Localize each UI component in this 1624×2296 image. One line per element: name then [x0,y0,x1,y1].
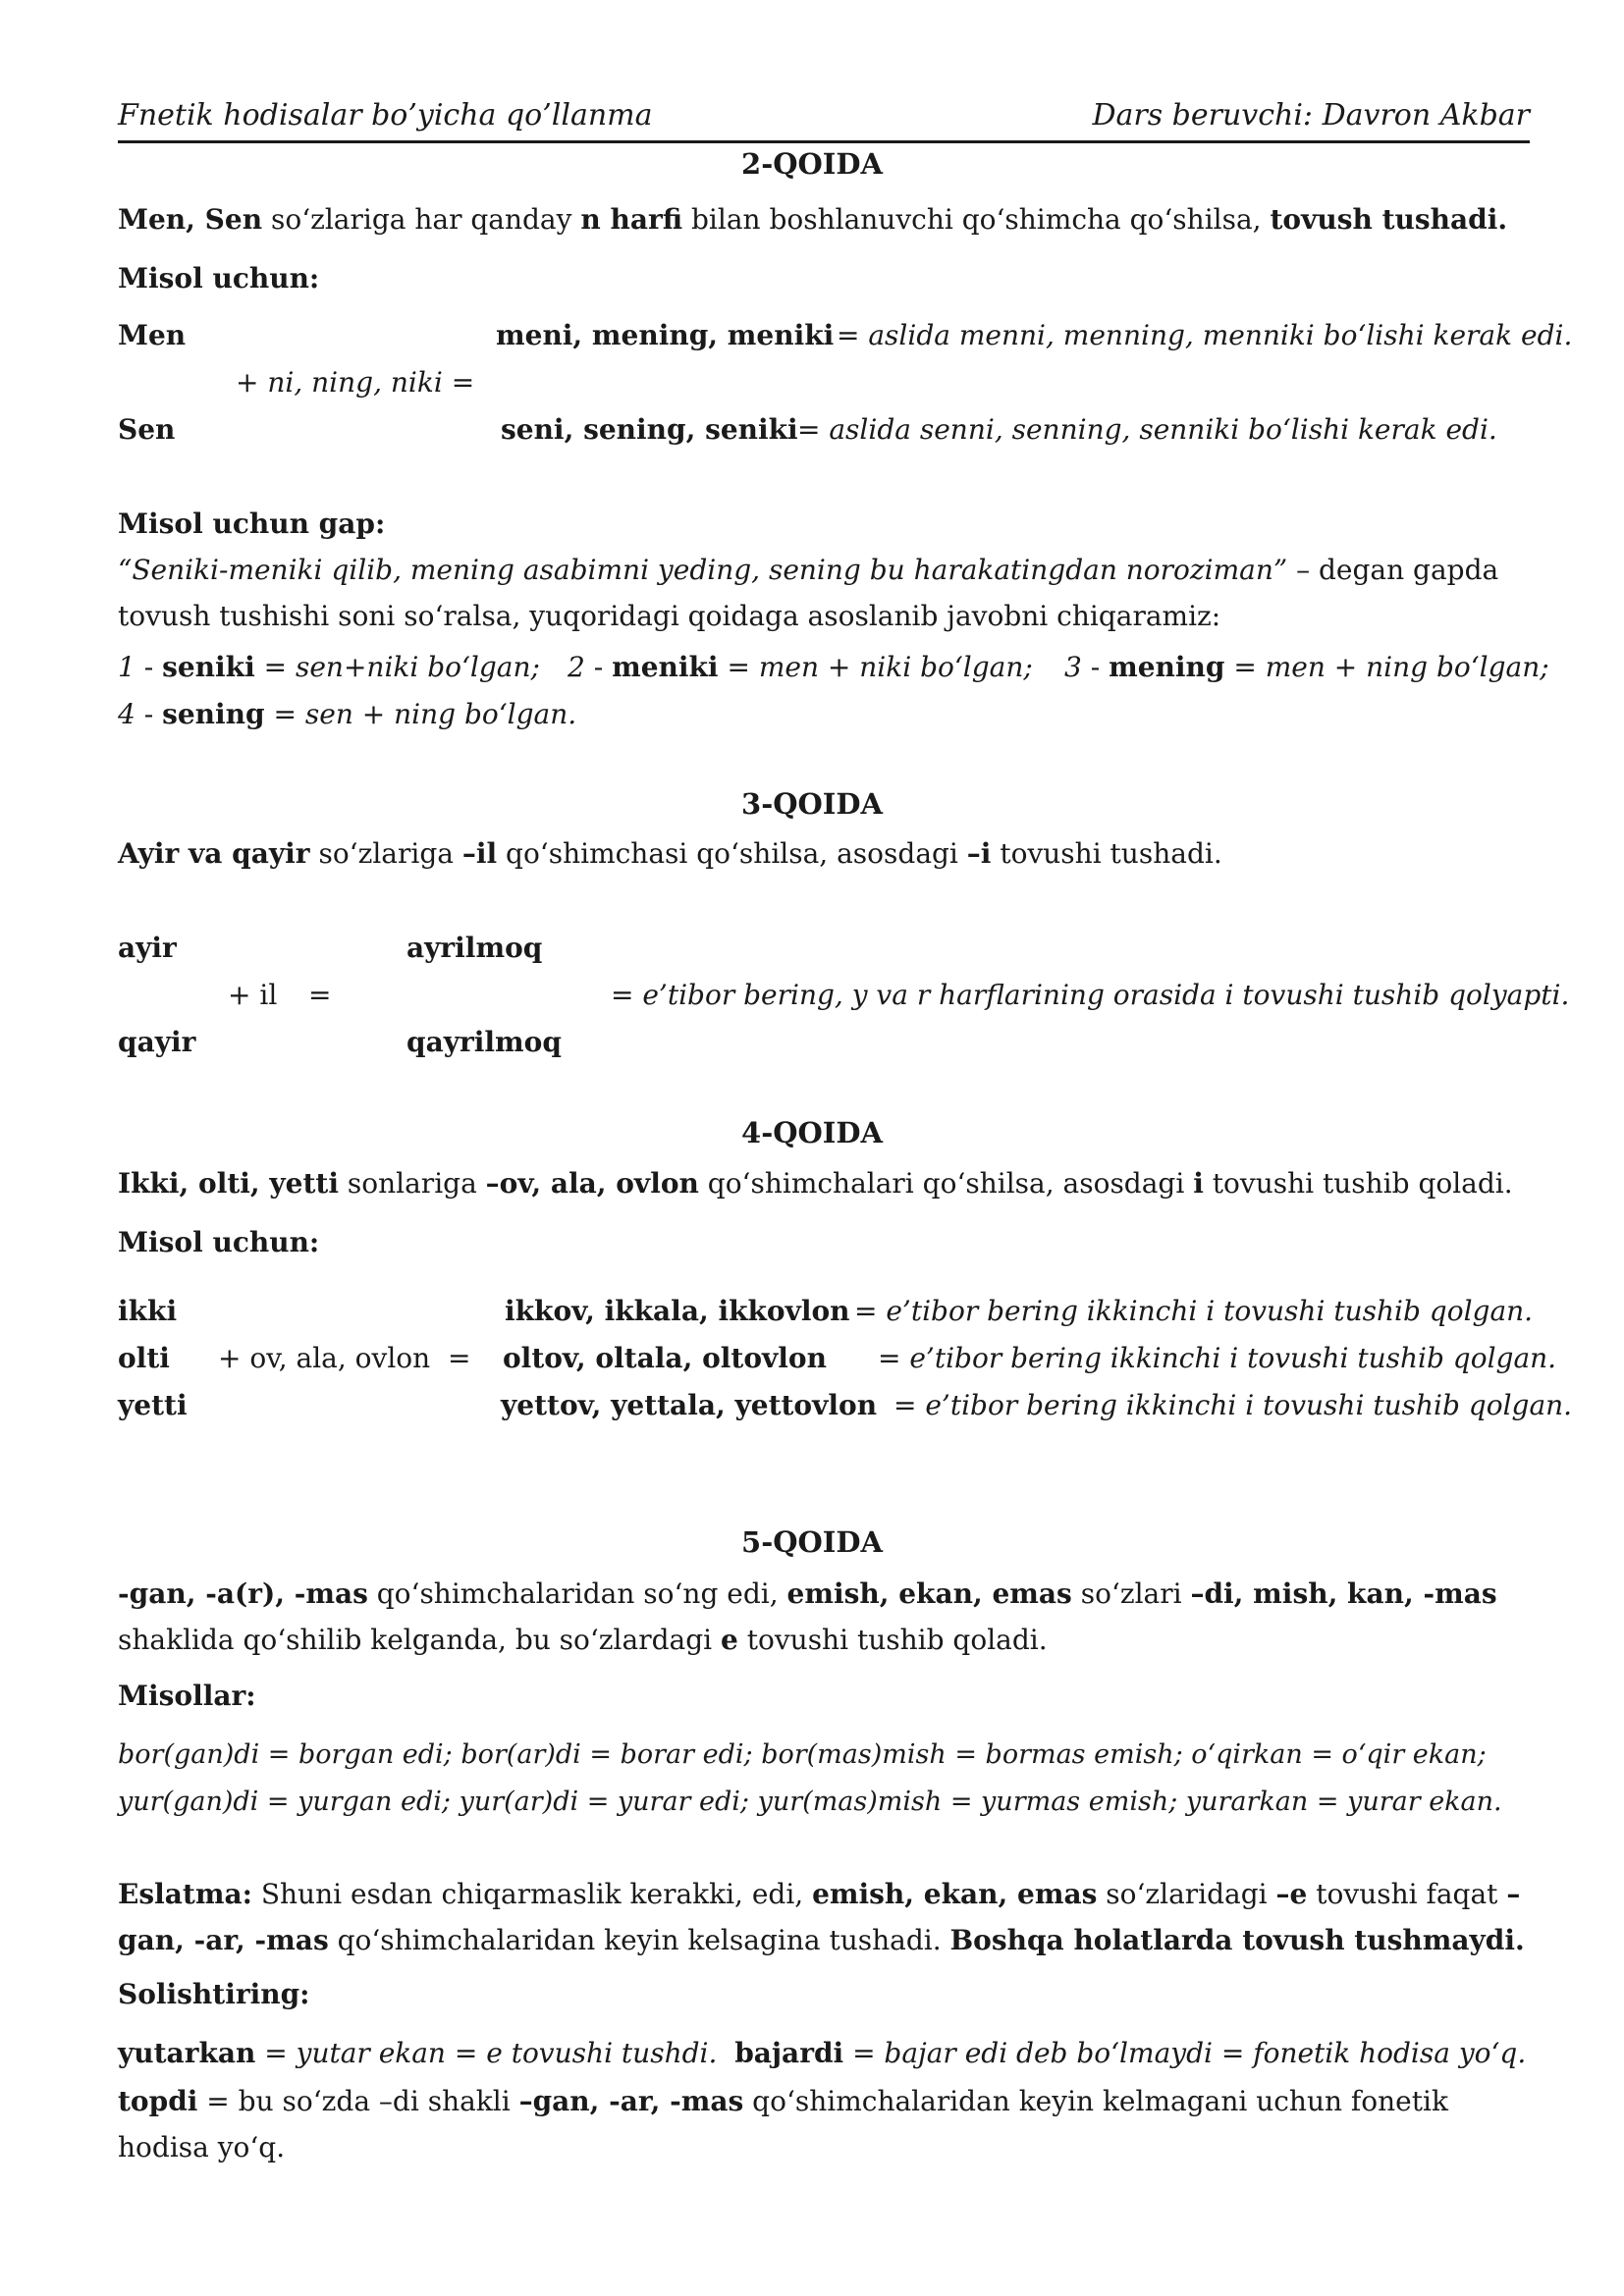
rule3-bold-2: –il [461,837,498,870]
rule4-text-1: sonlariga [339,1167,486,1200]
rule5-compare-row-2 [118,2078,1532,2170]
rule3-text-3: tovushi tushadi. [991,837,1222,870]
rule3-result-qayrilmoq: qayrilmoq [406,1026,562,1058]
rule3-word-ayir: ayir [118,932,177,964]
eslatma-label: Eslatma: [118,1878,252,1910]
rule3-statement [118,836,1222,872]
rule2-answer-4: 4 - sening = sen + ning bo‘lgan. [118,698,577,730]
compare-text-1: = bu so‘zda –di shakli [197,2085,519,2117]
rule2-title: 2-QOIDA [741,147,883,181]
eslatma-bold-4: –gan, -ar, -mas [118,1878,1521,1956]
rule2-suffix: + ni, ning, niki = [236,366,475,399]
compare-text-2: qo‘shimchalaridan keyin kelmagani uchun fonetik hodisa yo‘q. [118,2085,1448,2163]
rule3-suffix: + il [228,979,278,1011]
rule4-misol-label: Misol uchun: [118,1226,320,1258]
header-title: Fnetik hodisalar bo’yicha qo’llanma [118,98,653,133]
compare-word-topdi: topdi [118,2085,198,2117]
rule2-text-2: bilan boshlanuvchi qo‘shimcha qo‘shilsa, [682,203,1271,236]
answer-explanation: = sen + ning bo‘lgan. [273,698,577,730]
answer-explanation: = men + ning bo‘lgan; [1233,651,1549,683]
rule5-text-4: tovushi tushib qoladi. [737,1624,1048,1656]
rule2-statement [118,202,1507,238]
rule3-text-2: qo‘shimchasi qo‘shilsa, asosdagi [497,837,967,870]
answer-number: 1 [118,651,135,683]
rule2-result-sen: seni, sening, seniki [501,413,798,446]
rule3-word-qayir: qayir [118,1026,196,1058]
rule4-note-yetti: = e’tibor bering ikkinchi i tovushi tushib qolgan. [893,1389,1573,1421]
rule5-title: 5-QOIDA [741,1525,883,1559]
rule2-gap-label: Misol uchun gap: [118,507,386,540]
eslatma-bold-5: Boshqa holatlarda tovush tushmaydi. [949,1924,1525,1956]
rule5-text-3: shaklida qo‘shilib kelganda, bu so‘zlardagi [118,1624,721,1656]
rule2-word-sen: Sen [118,413,176,446]
rule4-result-ikki: ikkov, ikkala, ikkovlon [505,1295,850,1327]
compare-word-yutarkan: yutarkan [118,2037,256,2069]
rule5-compare-row-1 [118,2036,1526,2071]
rule5-bold-2: emish, ekan, emas [786,1577,1072,1610]
compare-note-yutarkan: = yutar ekan = e tovushi tushdi. [255,2037,718,2069]
rule4-bold-2: –ov, ala, ovlon [485,1167,699,1200]
rule2-answer-2: 2 - meniki = men + niki bo‘lgan; [568,651,1033,683]
answer-word: meniki [612,651,719,683]
rule4-bold-3: i [1193,1167,1204,1200]
rule5-examples-row-1: bor(gan)di = borgan edi; bor(ar)di = borar edi; bor(mas)mish = bormas emish; o‘qirkan = o‘qir ekan; [118,1739,1487,1770]
rule2-answer-3: 3 - mening = men + ning bo‘lgan; [1064,651,1549,683]
rule5-solishtiring-label: Solishtiring: [118,1978,310,2010]
rule5-misollar-label: Misollar: [118,1680,256,1712]
answer-number: 3 [1064,651,1082,683]
rule3-result-ayrilmoq: ayrilmoq [406,932,543,964]
rule2-result-men-note: = aslida menni, menning, menniki bo‘lishi kerak edi. [837,319,1573,351]
rule2-answer-1: 1 - seniki = sen+niki bo‘lgan; [118,651,540,683]
rule4-bold-1: Ikki, olti, yetti [118,1167,339,1200]
rule3-bold-3: –i [966,837,992,870]
rule4-text-3: tovushi tushib qoladi. [1203,1167,1513,1200]
rule2-misol-label: Misol uchun: [118,262,320,294]
header-author: Dars beruvchi: Davron Akbar [1092,98,1530,133]
answer-number: 2 [568,651,585,683]
rule3-bold-1: Ayir va qayir [118,837,310,870]
eslatma-bold-3: –e [1275,1878,1308,1910]
rule5-examples-row-2: yur(gan)di = yurgan edi; yur(ar)di = yurar edi; yur(mas)mish = yurmas emish; yurarkan = yurar ekan. [118,1787,1502,1817]
rule4-text-2: qo‘shimchalari qo‘shilsa, asosdagi [698,1167,1194,1200]
rule2-bold-2: n harfi [580,203,683,236]
rule4-word-olti: olti [118,1342,170,1374]
answer-word: sening [162,698,265,730]
rule2-result-men: meni, mening, meniki [496,319,835,351]
rule3-text-1: so‘zlariga [309,837,462,870]
rule4-result-yetti: yettov, yettala, yettovlon [501,1389,878,1421]
header-divider [118,140,1530,143]
rule4-title: 4-QOIDA [741,1116,883,1149]
rule4-result-olti: oltov, oltala, oltovlon [503,1342,827,1374]
eslatma-text-3: tovushi faqat [1307,1878,1507,1910]
rule3-title: 3-QOIDA [741,787,883,821]
rule4-statement [118,1166,1513,1201]
rule5-bold-3: –di, mish, kan, -mas [1190,1577,1497,1610]
answer-number: 4 [118,698,135,730]
rule5-bold-1: -gan, -a(r), -mas [118,1577,368,1610]
rule2-word-men: Men [118,319,187,351]
rule3-equals: = [308,979,332,1011]
answer-explanation: = sen+niki bo‘lgan; [263,651,540,683]
rule2-gap-paragraph [118,547,1532,639]
rule5-bold-4: e [721,1624,738,1656]
rule4-suffix: + ov, ala, ovlon [218,1342,431,1374]
rule4-word-yetti: yetti [118,1389,188,1421]
eslatma-text-4: qo‘shimchalaridan keyin kelsagina tushadi. [328,1924,950,1956]
rule5-eslatma [118,1871,1532,1963]
rule5-text-2: so‘zlari [1071,1577,1191,1610]
rule5-text-1: qo‘shimchalaridan so‘ng edi, [367,1577,787,1610]
answer-explanation: = men + niki bo‘lgan; [727,651,1033,683]
rule4-word-ikki: ikki [118,1295,178,1327]
rule2-text-1: so‘zlariga har qanday [262,203,581,236]
rule3-note: = e’tibor bering, y va r harflarining orasida i tovushi tushib qolyapti. [611,979,1570,1011]
rule4-note-olti: = e’tibor bering ikkinchi i tovushi tushib qolgan. [878,1342,1557,1374]
rule2-gap-quote: “Seniki-meniki qilib, mening asabimni yeding, sening bu harakatingdan noroziman” [118,554,1288,586]
answer-word: mening [1109,651,1225,683]
rule2-result-sen-note: = aslida senni, senning, senniki bo‘lishi kerak edi. [797,413,1497,446]
rule2-bold-3: tovush tushadi. [1270,203,1508,236]
rule5-statement [118,1571,1532,1663]
eslatma-text-2: so‘zlaridagi [1097,1878,1276,1910]
rule2-gap-rest: – degan gapda tovush tushishi soni so‘ralsa, yuqoridagi qoidaga asoslanib javobni chiqaramiz: [118,554,1499,632]
eslatma-bold-2: emish, ekan, emas [812,1878,1098,1910]
rule2-bold-1: Men, Sen [118,203,263,236]
compare-bold-2: –gan, -ar, -mas [518,2085,744,2117]
answer-word: seniki [162,651,255,683]
rule4-equals: = [448,1342,471,1374]
eslatma-text-1: Shuni esdan chiqarmaslik kerakki, edi, [251,1878,813,1910]
compare-word-bajardi: bajardi [734,2037,844,2069]
rule4-note-ikki: = e’tibor bering ikkinchi i tovushi tushib qolgan. [854,1295,1534,1327]
compare-note-bajardi: = bajar edi deb bo‘lmaydi = fonetik hodisa yo‘q. [843,2037,1527,2069]
